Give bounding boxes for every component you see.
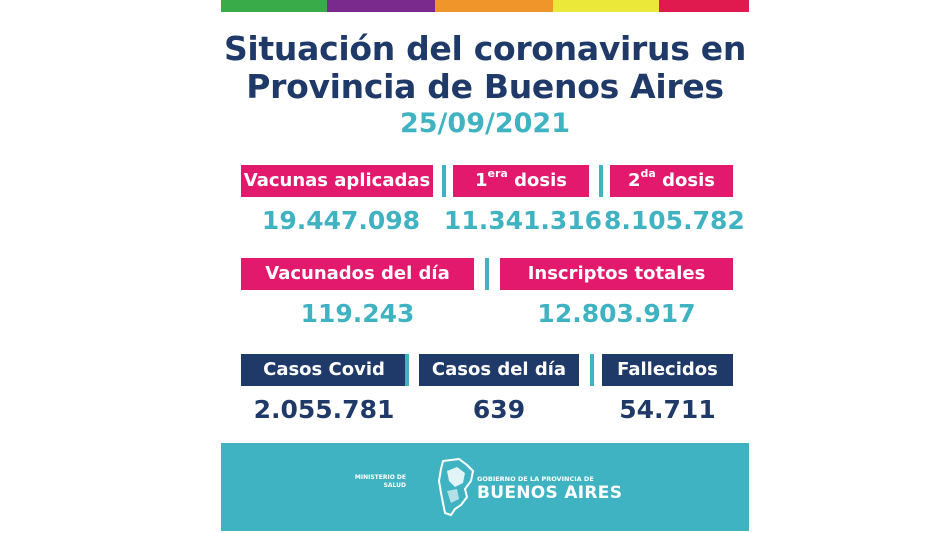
casos-covid-label: Casos Covid (241, 354, 407, 386)
vacunas-aplicadas-label: Vacunas aplicadas (241, 165, 433, 197)
segunda-dosis-suffix: da (640, 167, 656, 180)
government-line: GOBIERNO DE LA PROVINCIA DE (477, 475, 594, 483)
title-line-2: Provincia de Buenos Aires (246, 67, 724, 106)
separator (485, 258, 489, 290)
primera-dosis-label (453, 165, 589, 197)
fallecidos-value: 54.711 (619, 395, 716, 424)
segunda-dosis-label (610, 165, 733, 197)
stripe-red (659, 0, 749, 12)
vacunados-del-dia-value: 119.243 (300, 299, 415, 328)
vacunados-del-dia-label: Vacunados del día (241, 258, 474, 290)
stripe-yellow (553, 0, 659, 12)
separator (590, 354, 594, 386)
primera-dosis-number: 1 (475, 170, 488, 191)
covid-report-card (221, 0, 749, 533)
ministry-line-1: MINISTERIO DE (354, 474, 406, 481)
stripe-green (221, 0, 327, 12)
separator (442, 165, 446, 197)
segunda-dosis-number: 2 (628, 170, 641, 191)
inscriptos-totales-value: 12.803.917 (537, 299, 696, 328)
segunda-dosis-value: 8.105.782 (604, 206, 745, 235)
separator (405, 354, 409, 386)
segunda-dosis-word: dosis (662, 170, 715, 191)
primera-dosis-suffix: era (487, 167, 508, 180)
report-date: 25/09/2021 (399, 108, 570, 139)
casos-del-dia-label: Casos del día (419, 354, 579, 386)
fallecidos-label: Fallecidos (602, 354, 733, 386)
province-map-icon (437, 457, 475, 517)
vacunas-aplicadas-value: 19.447.098 (261, 206, 421, 235)
ministry-name (355, 474, 406, 490)
title-line-1: Situación del coronavirus en (223, 29, 747, 68)
footer-banner (221, 443, 749, 531)
separator (599, 165, 603, 197)
inscriptos-totales-label: Inscriptos totales (500, 258, 733, 290)
government-name: BUENOS AIRES (477, 483, 623, 503)
ministry-line-2: SALUD (383, 482, 406, 489)
casos-covid-value: 2.055.781 (253, 395, 395, 424)
stripe-purple (327, 0, 435, 12)
stripe-orange (435, 0, 553, 12)
casos-del-dia-value: 639 (472, 395, 526, 424)
primera-dosis-word: dosis (514, 170, 567, 191)
primera-dosis-value: 11.341.316 (443, 206, 603, 235)
